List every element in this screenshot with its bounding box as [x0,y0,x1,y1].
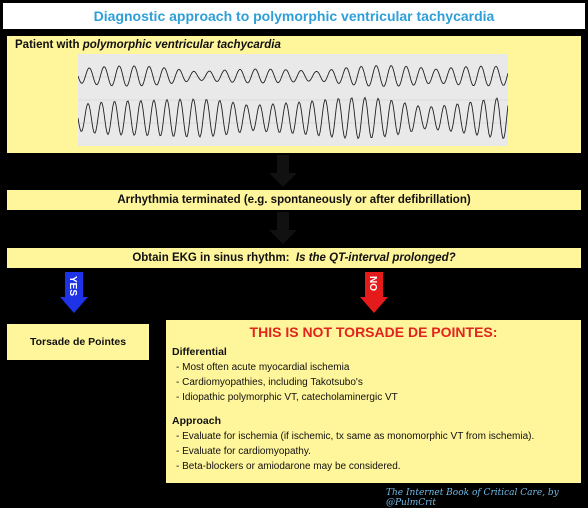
torsade-box [5,322,151,362]
approach-item: - Beta-blockers or amiodarone may be considered. [176,461,401,472]
ekg-strip [78,54,508,146]
patient-box-label [15,39,281,51]
approach-item: - Evaluate for cardiomyopathy. [176,446,311,457]
yes-label: YES [67,276,78,297]
no-label: NO [367,276,378,291]
arrow-head-1 [269,173,297,187]
approach-title: Approach [172,415,222,427]
differential-item: - Cardiomyopathies, including Takotsubo's [176,377,363,388]
arrow-head-2 [269,230,297,244]
ekg-question: Is the QT-interval prolonged? [295,252,456,264]
differential-title: Differential [172,346,227,358]
yes-arrow-shaft [65,272,83,298]
approach-item: - Evaluate for ischemia (if ischemic, tx same as monomorphic VT from ischemia). [176,431,535,442]
terminated-label: Arrhythmia terminated (e.g. spontaneously or after defibrillation) [117,194,471,206]
arrow-down-1 [277,155,289,174]
ekg-tracing [78,54,508,146]
arrow-down-2 [277,212,289,231]
ekg-question-label [132,252,455,264]
ekg-question-box [5,246,583,270]
terminated-box [5,188,583,212]
not-torsade-heading: THIS IS NOT TORSADE DE POINTES: [249,324,498,340]
yes-arrow-head [60,297,88,313]
patient-prefix: Patient with [15,39,83,51]
credit-text: The Internet Book of Critical Care, by @PulmCrit [386,488,559,508]
patient-emphasis: polymorphic ventricular tachycardia [82,39,281,51]
page-title: Diagnostic approach to polymorphic ventricular tachycardia [3,3,585,29]
differential-item: - Idiopathic polymorphic VT, catecholaminergic VT [176,392,398,403]
torsade-label: Torsade de Pointes [29,336,127,348]
not-torsade-box [164,318,583,485]
no-arrow-shaft [365,272,383,298]
ekg-prefix: Obtain EKG in sinus rhythm: [132,252,296,264]
differential-item: - Most often acute myocardial ischemia [176,362,350,373]
no-arrow-head [360,297,388,313]
